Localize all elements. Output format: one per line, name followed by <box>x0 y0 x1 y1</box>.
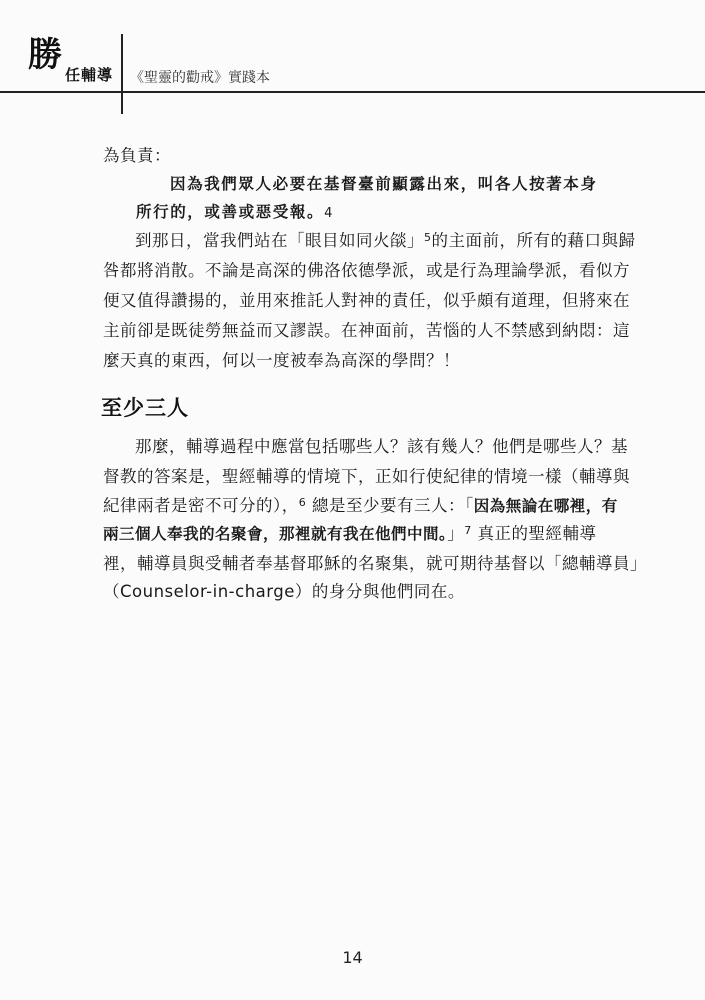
paragraph-1-line-2: 咎都將消散。不論是高深的佛洛依德學派，或是行為理論學派，看似方 <box>103 261 630 280</box>
header-divider-vertical <box>121 34 123 114</box>
section-heading: 至少三人 <box>101 396 189 420</box>
paragraph-2-line-2: 督教的答案是，聖經輔導的情境下，正如行使紀律的情境一樣（輔導與 <box>103 467 630 486</box>
page-number: 14 <box>342 948 363 967</box>
footnote-ref-5: 5 <box>424 231 432 244</box>
paragraph-2-line-6: （Counselor-in-charge）的身分與他們同在。 <box>103 582 465 601</box>
intro-line: 為負責： <box>103 146 171 165</box>
series-logo-character: 勝 <box>28 35 62 75</box>
paragraph-2-line-5: 裡，輔導員與受輔者奉基督耶穌的名聚集，就可期待基督以「總輔導員」 <box>103 554 647 573</box>
paragraph-1-line-5: 麼天真的東西，何以一度被奉為高深的學問？！ <box>103 351 460 370</box>
footnote-ref-4: 4 <box>324 206 334 221</box>
paragraph-2-line-3: 紀律兩者是密不可分的），$^6$ 總是至少要有三人：「因為無論在哪裡，有 <box>103 496 618 515</box>
page-header <box>0 0 705 96</box>
header-divider-horizontal <box>0 91 705 93</box>
footnote-ref-6: 6 <box>298 496 307 509</box>
paragraph-1-line-4: 主前卻是既徒勞無益而又謬誤。在神面前，苦惱的人不禁感到納悶：這 <box>103 321 630 340</box>
paragraph-1-line-3: 便又值得讚揚的，並用來推託人對神的責任，似乎頗有道理，但將來在 <box>103 291 630 310</box>
series-logo-text: 任輔導 <box>65 66 114 84</box>
scripture-quote-line-2: 所行的，或善或惡受報。4 <box>136 202 334 221</box>
footnote-ref-7: 7 <box>464 524 472 537</box>
book-title: 《聖靈的勸戒》實踐本 <box>130 70 270 86</box>
paragraph-2-line-4: 兩三個人奉我的名聚會，那裡就有我在他們中間。」$^7$ 真正的聖經輔導 <box>103 524 597 543</box>
scripture-quote-line-1: 因為我們眾人必要在基督臺前顯露出來，叫各人按著本身 <box>170 174 598 193</box>
paragraph-1-line-1: 到那日，當我們站在「眼目如同火燄」$^5$的主面前，所有的藉口與歸 <box>135 231 636 250</box>
paragraph-2-line-1: 那麼，輔導過程中應當包括哪些人？該有幾人？他們是哪些人？基 <box>135 437 628 456</box>
